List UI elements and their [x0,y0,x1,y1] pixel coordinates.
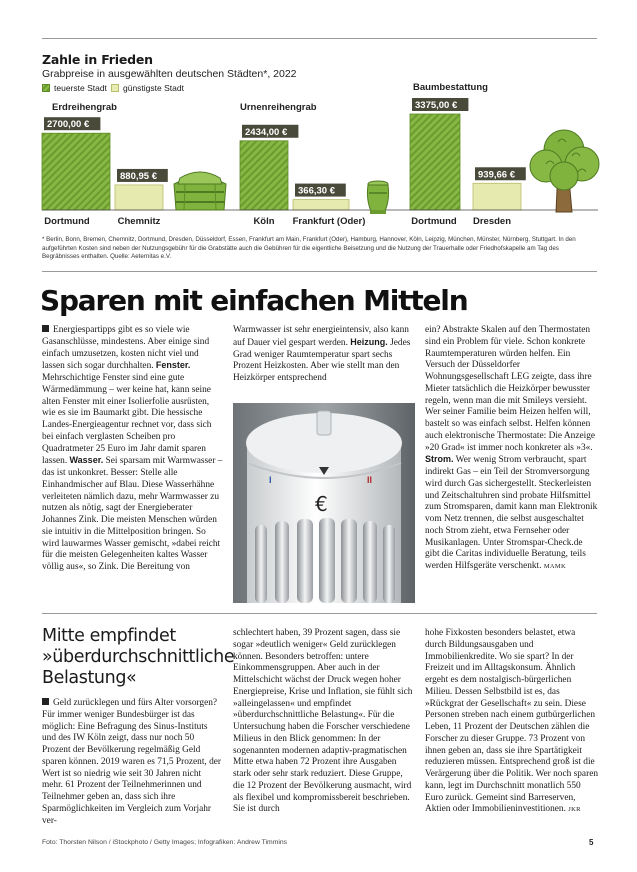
bar-erdreihengrab-chemnitz [115,185,163,210]
article2-col1-text: Geld zurücklegen und fürs Alter vorsorgen? Für immer weniger Bundesbürger ist das möglich: Eine Befragung des Sinus-Instituts und des IW Köln zeigt, dass nur noch 50 Prozent der Bevölkerung regelmäßig Geld sparen können. 2019 waren es 71,5 Prozent, der Wert ist so niedrig wie seit 30 Jahren nicht mehr. 61 Prozent der Teilnehmerinnen und Teilnehmer geben an, dass sich ihre Sparmöglichkeiten im Vergleich zum Vorjahr ver- [42,698,222,826]
keyword-strom: Strom. [425,454,454,465]
page-number: 5 [589,838,594,847]
value-label-urnenreihengrab-k-ln: 2434,00 € [245,126,288,138]
bar-baumbestattung-dresden [473,183,521,210]
scale-mark-2: II [367,475,373,485]
keyword-fenster: Fenster. [155,360,191,371]
legend-label-cheapest: günstigste Stadt [123,83,184,93]
group-label-urnenreihengrab: Urnenreihengrab [240,102,317,113]
article-headline: Sparen mit einfachen Mitteln [40,284,468,317]
bar-baumbestattung-dortmund [410,114,460,210]
article1-strom-text: Wer wenig Strom verbraucht, spart indirekt Gas – ein Teil der Stromversorgung wird durch Gas sichergestellt. Steckerleisten und Zeitschaltuhren sind probate Hilfsmittel zum Stromsparen, damit kann man Elektronik vom Netz trennen, die selbst ausgeschaltet noch Strom zieht, etwa Fernseher oder Musikanlagen. Unter Stromspar-Check.de gibt die Caritas individuelle Beratung, teils werden Hilfsgeräte verschenkt. [425,455,598,571]
value-label-baumbestattung-dortmund: 3375,00 € [415,100,458,111]
article1-wasser-text: Sei sparsam mit Warmwasser – das ist unkonkret. Besser: Stelle alle Einhandmischer auf Blau. Diese Wasserhähne verleiteten nämlich dazu, mehr Warmwasser zu nutzen als nötig, sagt der Energieberater Johannes Zink. Die meisten Menschen würden sie intuitiv in die Mittelposition bringen. So wird lauwarmes Wasser gemischt, »dabei reicht für die meisten Gelegenheiten kaltes Wasser völlig aus«, so Zink. Die Bereitung von [42,456,223,572]
author-signature-2: JKR [568,806,581,814]
chart-title: Zahle in Frieden [42,52,153,67]
group-label-baumbestattung: Baumbestattung [413,82,488,93]
city-label-baumbestattung-dortmund: Dortmund [411,216,457,227]
coffin-icon [174,172,226,210]
city-label-erdreihengrab-dortmund: Dortmund [44,216,90,227]
article2-column-1 [42,698,223,827]
chart-subtitle: Grabpreise in ausgewählten deutschen Städten*, 2022 [42,68,297,80]
section-marker-icon [42,698,49,705]
article2-headline: Mitte empfindet »überdurchschnittliche Belastung« [42,626,235,688]
article1-intro: Energiespartipps gibt es so viele wie Gasanschlüsse, mindestens. Aber einige sind einfach umzusetzen, kosten nicht viel und lassen sich sogar durchhalten. [42,325,210,372]
article1-column-3 [425,325,598,573]
value-label-baumbestattung-dresden: 939,66 € [478,169,515,181]
euro-symbol: € [315,492,328,516]
article2-column-2 [233,628,415,816]
article1-col2-text: Warmwasser ist sehr energieintensiv, also kann auf Dauer viel gespart werden. [233,325,409,348]
city-label-urnenreihengrab-k-ln: Köln [253,216,275,227]
article2-column-3 [425,628,598,816]
group-label-erdreihengrab: Erdreihengrab [52,102,117,113]
article1-column-2 [233,325,415,385]
photo-credits: Foto: Thorsten Nilson / iStockphoto / Getty Images; Infografiken: Andrew Timmins [42,839,288,846]
keyword-wasser: Wasser. [69,455,104,466]
article1-col3-text: ein? Abstrakte Skalen auf den Thermostaten sind ein Problem für viele. Schon konkrete Raumtemperaturen würden helfen. Ein Versuch der Düsseldorfer Wohnungsgesellschaft LEG zeigte, dass ihre Mieter tatsächlich die Heizkörper bewusster regeln, wenn man die mit Smileys versieht. Wer seiner Familie beim Heizen helfen will, bastelt so was einfach selbst. Helfen können auch elektronische Thermostate: Die Anzeige »20 Grad« ist immer noch konkreter als »3«. [425,325,596,453]
thermostat-ribs [255,518,395,603]
legend-label-expensive: teuerste Stadt [54,83,107,93]
value-label-urnenreihengrab-frankfurt-oder: 366,30 € [298,185,335,197]
section-rule-1 [42,271,597,272]
article1-column-1 [42,325,223,574]
article1-fenster-text: Mehrschichtige Fenster sind eine gute Wärmedämmung – wer keine hat, kann seine alten Fenster mit einer Isolierfolie ausrüsten, wie es sie im Baumarkt gibt. Die hessische Landes-Energieagentur rechnet vor, dass sich bei einfach verglasten Scheiben pro Quadratmeter 25 Euro im Jahr damit sparen lassen. [42,373,212,467]
value-label-erdreihengrab-chemnitz: 880,95 € [120,170,157,182]
section-rule-2 [42,613,597,614]
bar-urnenreihengrab-k-ln [240,141,288,210]
city-label-baumbestattung-dresden: Dresden [472,216,512,227]
city-label-erdreihengrab-chemnitz: Chemnitz [117,216,161,227]
article2-col2-text: schlechtert haben, 39 Prozent sagen, dass sie sogar »deutlich weniger« Geld zurücklegen können. Besonders betroffen: untere Einkommensgruppen. Aber auch in der Mittelschicht wächst der Druck wegen hoher Energiepreise, Krise und Inflation, sie fühlt sich »alleingelassen« und empfindet »überdurchschnittliche Belastung«. Für die Untersuchung haben die Forscher verschiedene Milieus in den Blick genommen: In der sogenannten modernen adaptiv-pragmatischen Mitte etwa haben 72 Prozent ihre Ausgaben stark oder sehr stark reduziert. Diese Gruppe, die 12 Prozent der Bevölkerung ausmacht, wird als flexibel und kompromissbereit beschrieben. Sie ist durch [233,628,413,815]
bar-erdreihengrab-dortmund [42,133,110,210]
urn-icon [367,181,388,214]
bar-urnenreihengrab-frankfurt-oder [293,200,349,210]
city-label-urnenreihengrab-frankfurt-oder: Frankfurt (Oder) [292,216,366,227]
tree-icon [530,130,599,212]
keyword-heizung: Heizung. [350,336,388,347]
article1-heizung-text: Jedes Grad weniger Raumtemperatur spart sechs Prozent Heizkosten. Aber wie stellt man den Heizkörper entsprechend [233,337,411,383]
author-signature: MAMK [543,563,566,570]
price-chart [0,0,637,260]
section-marker-icon [42,325,49,332]
chart-footnote: * Berlin, Bonn, Bremen, Chemnitz, Dortmund, Dresden, Düsseldorf, Essen, Frankfurt am Main, Frankfurt (Oder), Hamburg, Hannover, Köln, Leipzig, München, Münster, Nürnberg, Stuttgart. In den aufgeführten Kosten sind neben der Nutzungsgebühr für die Grabstätte auch die Gebühren für die eigentliche Beisetzung und die Nutzung der Trauerhalle oder Friedhofskapelle am Tag des Begräbnisses enthalten. Quelle: Aeternitas e.V. [42,236,576,261]
thermostat-photo [233,403,415,603]
scale-mark-1: I [269,475,272,485]
value-label-erdreihengrab-dortmund: 2700,00 € [47,119,90,131]
article2-col3-text: hohe Fixkosten besonders belastet, etwa durch Bildungsausgaben und Immobilienkredite. Wo sie spart? In der Freizeit und im Alltagskonsum. Ähnlich ergeht es dem nostalgisch-bürgerlichen Milieu. Dessen Selbstbild ist es, das »Rückgrat der Gesellschaft« zu sein. Diese Personen streben nach einem gutbürgerlichen Leben, 11 Prozent der Deutschen zählen die Forscher zu dieser Gruppe. 73 Prozent von ihnen geben an, dass sie ihre Spartätigkeit reduzieren müssen. Entsprechend groß ist die Verärgerung über die Politik. Wer noch sparen kann, legt im Durchschnitt monatlich 550 Euro zurück. Gemeint sind Barreserven, Aktien oder Immobilieninvestitionen. [425,628,599,815]
